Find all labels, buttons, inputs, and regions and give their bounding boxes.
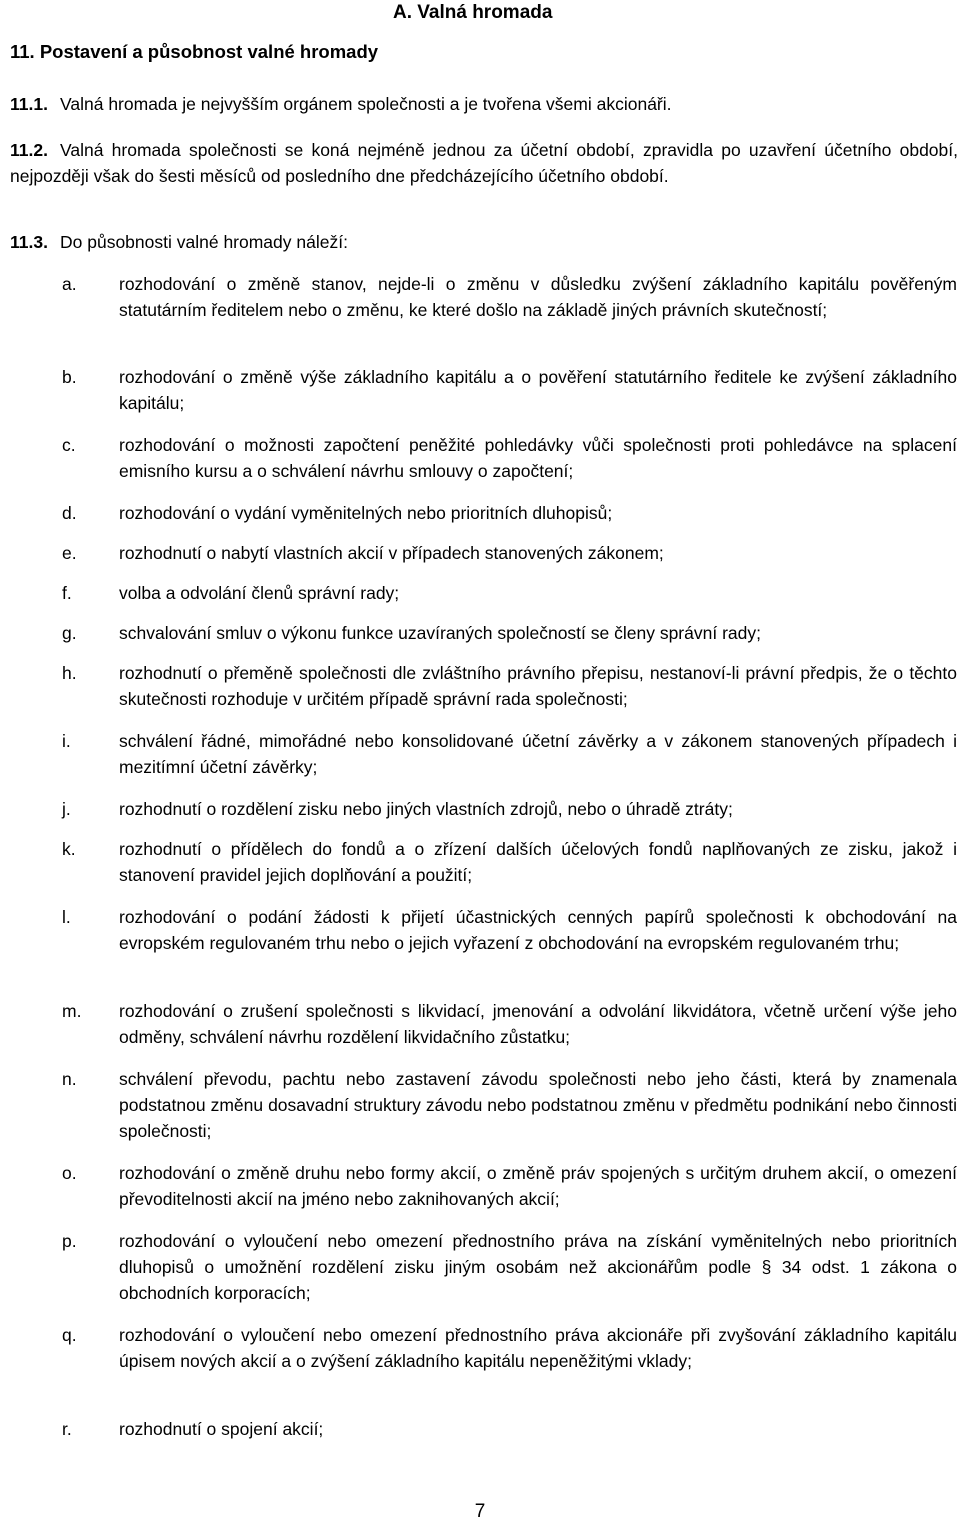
list-item-letter: f. (62, 583, 72, 603)
paragraph-11-2 (10, 137, 958, 189)
list-item-letter: c. (62, 435, 76, 455)
list-item-text: schvalování smluv o výkonu funkce uzavíraných společností se členy správní rady; (119, 623, 761, 643)
list-item-text: rozhodování o změně druhu nebo formy akcií, o změně práv spojených s určitým druhem akcií, o omezení převoditelnosti akcií na jméno nebo zaknihovaných akcií; (119, 1163, 957, 1209)
list-item-letter: d. (62, 503, 77, 523)
list-item-letter: j. (62, 799, 71, 819)
paragraph-text: Do působnosti valné hromady náleží: (60, 232, 348, 252)
paragraph-number: 11.1. (10, 94, 48, 114)
list-item-text: rozhodování o vyloučení nebo omezení přednostního práva na získání vyměnitelných nebo prioritních dluhopisů o umožnění rozdělení zisku jiným osobám než akcionářům podle § 34 odst. 1 zákona o obchodních korporacích; (119, 1231, 957, 1303)
list-item-letter: k. (62, 839, 76, 859)
list-item-text: rozhodování o změně výše základního kapitálu a o pověření statutárního ředitele ke zvýšení základního kapitálu; (119, 367, 957, 413)
list-item-letter: n. (62, 1069, 77, 1089)
paragraph-11-1 (10, 91, 958, 117)
list-item-text: volba a odvolání členů správní rady; (119, 583, 400, 603)
list-item-text: rozhodování o zrušení společnosti s likvidací, jmenování a odvolání likvidátora, včetně určení výše jeho odměny, schválení návrhu rozdělení likvidačního zůstatku; (119, 1001, 957, 1047)
list-item-letter: g. (62, 623, 77, 643)
list-item-letter: a. (62, 274, 77, 294)
list-item-letter: m. (62, 1001, 82, 1021)
paragraph-text: Valná hromada společnosti se koná nejméně jednou za účetní období, zpravidla po uzavření účetního období, nejpozději však do šesti měsíců od posledního dne předcházejícího účetního období. (10, 140, 958, 186)
list-item-text: schválení převodu, pachtu nebo zastavení závodu společnosti nebo jeho části, která by znamenala podstatnou změnu dosavadní struktury závodu nebo podstatnou změnu v předmětu podnikání nebo činnosti společnosti; (119, 1069, 957, 1141)
list-item-text: rozhodnutí o rozdělení zisku nebo jiných vlastních zdrojů, nebo o úhradě ztráty; (119, 799, 733, 819)
list-item-text: rozhodnutí o přídělech do fondů a o zřízení dalších účelových fondů naplňovaných ze zisku, jakož i stanovení pravidel jejich doplňování a použití; (119, 839, 957, 885)
list-item-text: rozhodování o vydání vyměnitelných nebo prioritních dluhopisů; (119, 503, 613, 523)
paragraph-number: 11.2. (10, 140, 48, 160)
list-item-text: rozhodnutí o spojení akcií; (119, 1419, 324, 1439)
list-item-letter: e. (62, 543, 77, 563)
list-item-text: rozhodování o možnosti započtení peněžité pohledávky vůči společnosti proti pohledávce na splacení emisního kursu a o schválení návrhu smlouvy o započtení; (119, 435, 957, 481)
list-item-letter: r. (62, 1419, 72, 1439)
page-number: 7 (474, 1501, 486, 1522)
list-item-text: schválení řádné, mimořádné nebo konsolidované účetní závěrky a v zákonem stanovených případech i mezitímní účetní závěrky; (119, 731, 957, 777)
list-item-letter: q. (62, 1325, 77, 1345)
list-item-text: rozhodnutí o nabytí vlastních akcií v případech stanovených zákonem; (119, 543, 664, 563)
list-item-letter: l. (62, 907, 71, 927)
paragraph-text: Valná hromada je nejvyšším orgánem společnosti a je tvořena všemi akcionáři. (60, 94, 672, 114)
section-heading: A. Valná hromada (393, 2, 553, 23)
list-item-letter: o. (62, 1163, 77, 1183)
list-item-text: rozhodnutí o přeměně společnosti dle zvláštního právního přepisu, nestanoví-li právní předpis, že o těchto skutečnosti rozhoduje v určitém případě správní rada společnosti; (119, 663, 957, 709)
list-item-letter: i. (62, 731, 71, 751)
article-heading: 11. Postavení a působnost valné hromady (10, 41, 379, 62)
paragraph-11-3 (10, 229, 958, 255)
list-item-letter: b. (62, 367, 77, 387)
list-item-letter: p. (62, 1231, 77, 1251)
list-item-text: rozhodování o změně stanov, nejde-li o změnu v důsledku zvýšení základního kapitálu pověřeným statutárním ředitelem nebo o změnu, ke které došlo na základě jiných právních skutečností; (119, 274, 957, 320)
list-item-letter: h. (62, 663, 77, 683)
paragraph-number: 11.3. (10, 232, 48, 252)
list-item-text: rozhodování o podání žádosti k přijetí účastnických cenných papírů společnosti k obchodování na evropském regulovaném trhu nebo o jejich vyřazení z obchodování na evropském regulovaném trhu; (119, 907, 957, 953)
list-item-text: rozhodování o vyloučení nebo omezení přednostního práva akcionáře při zvyšování základního kapitálu úpisem nových akcií a o zvýšení základního kapitálu nepeněžitými vklady; (119, 1325, 957, 1371)
